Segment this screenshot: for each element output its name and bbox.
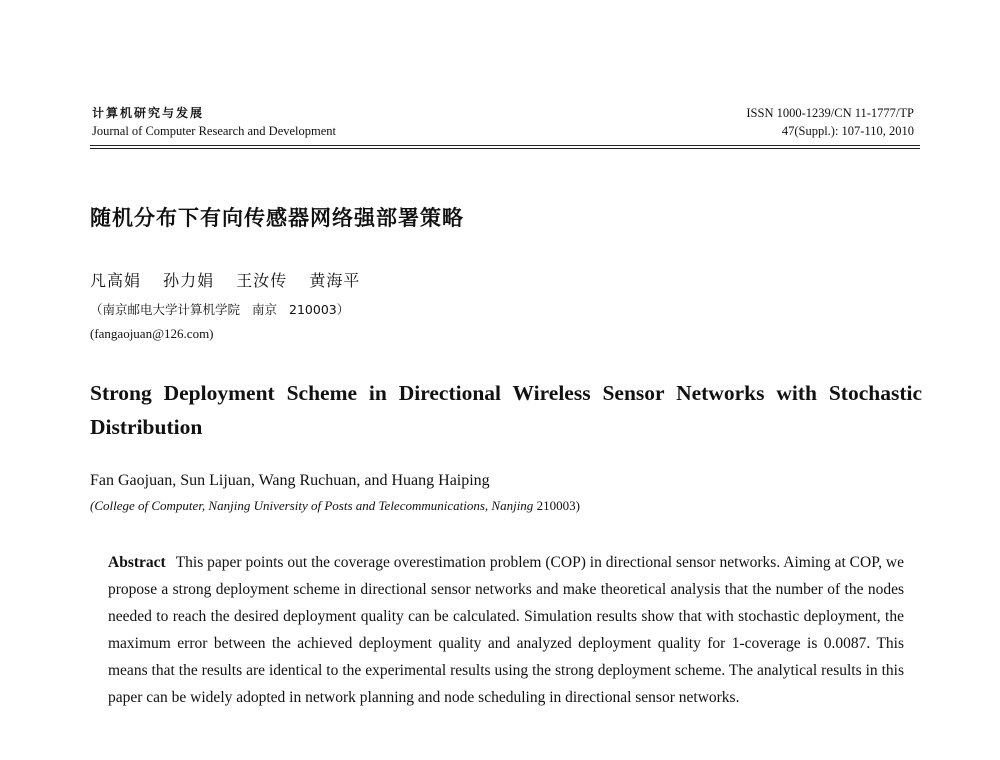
affiliation-en xyxy=(90,498,580,514)
author-cn: 孙力娟 xyxy=(163,271,215,290)
affiliation-city-cn: 南京 xyxy=(252,302,278,317)
author-email: (fangaojuan@126.com) xyxy=(90,326,214,341)
authors-cn xyxy=(90,268,376,291)
issue-info: 47(Suppl.): 107-110, 2010 xyxy=(781,124,914,138)
journal-name-cn: 计算机研究与发展 xyxy=(92,106,205,120)
affiliation-org-cn: （南京邮电大学计算机学院 xyxy=(90,302,241,317)
abstract-text: This paper points out the coverage overestimation problem (COP) in directional sensor networks. Aiming at COP, we propose a strong deployment scheme in directional sensor networks and make theoretical analysis that the number of the nodes needed to reach the desired deployment quality can be calculated. Simulation results show that with stochastic deployment, the maximum error between the achieved deployment quality and analyzed deployment quality for 1-coverage is 0.0087. This means that the results are identical to the experimental results using the strong deployment scheme. The analytical results in this paper can be widely adopted in network planning and node scheduling in directional sensor networks. xyxy=(108,554,904,706)
paper-title-cn: 随机分布下有向传感器网络强部署策略 xyxy=(90,206,464,230)
header-rule-bottom xyxy=(90,148,920,149)
author-cn: 凡高娟 xyxy=(90,271,142,290)
journal-header-right xyxy=(494,104,914,140)
affiliation-cn xyxy=(90,300,349,318)
paper-title-en: Strong Deployment Scheme in Directional Wireless Sensor Networks with Stochastic Distribution xyxy=(90,381,922,439)
affiliation-zip-cn: 210003） xyxy=(289,302,350,317)
author-cn: 黄海平 xyxy=(309,271,361,290)
issn: ISSN 1000-1239/CN 11-1777/TP xyxy=(746,106,914,120)
abstract xyxy=(108,549,904,711)
author-cn: 王汝传 xyxy=(236,271,288,290)
header-rule-top xyxy=(90,145,920,146)
journal-name-en: Journal of Computer Research and Development xyxy=(92,124,337,138)
journal-header-left xyxy=(92,104,512,140)
affiliation-en-text: (College of Computer, Nanjing University of Posts and Telecommunications, Nanjing xyxy=(90,498,534,513)
affiliation-en-zip: 210003) xyxy=(536,498,580,513)
authors-en: Fan Gaojuan, Sun Lijuan, Wang Ruchuan, and Huang Haiping xyxy=(90,472,490,489)
abstract-label: Abstract xyxy=(108,554,166,571)
